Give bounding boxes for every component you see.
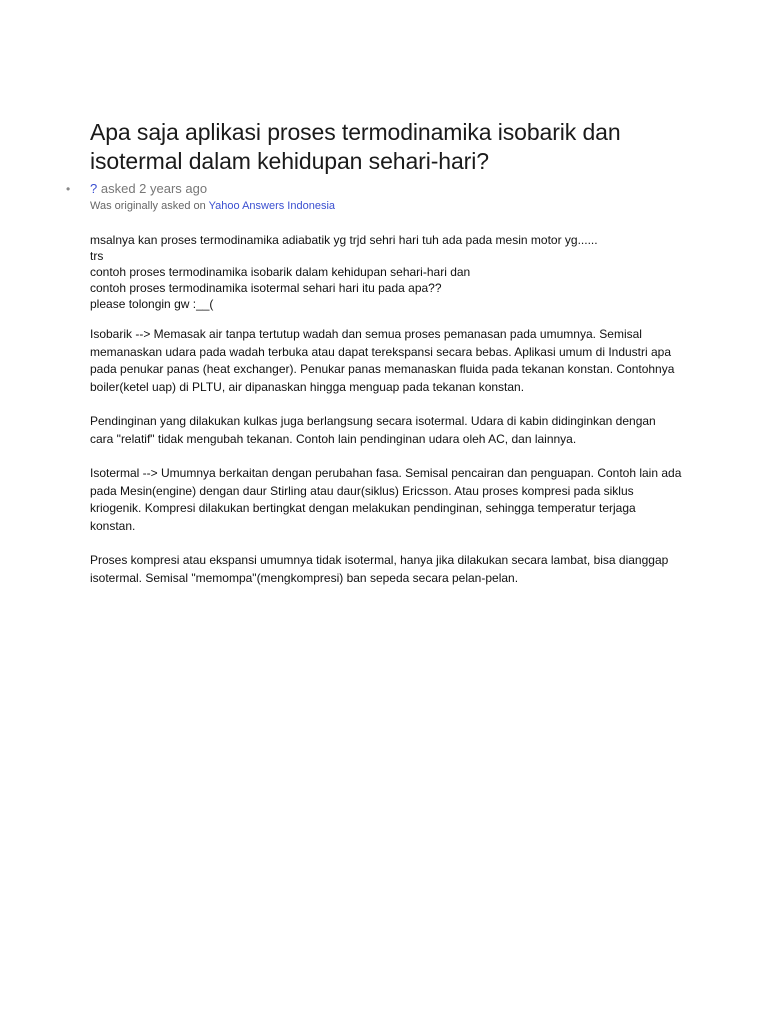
question-title: Apa saja aplikasi proses termodinamika isobarik dan isotermal dalam kehidupan sehari-hari? bbox=[90, 119, 621, 174]
question-line: contoh proses termodinamika isobarik dalam kehidupan sehari-hari dan bbox=[90, 265, 471, 279]
origin-site-link[interactable]: Yahoo Answers Indonesia bbox=[208, 200, 336, 212]
answer-body bbox=[90, 326, 682, 587]
question-line: contoh proses termodinamika isotermal sehari hari itu pada apa?? bbox=[90, 281, 442, 295]
asked-time: asked 2 years ago bbox=[100, 181, 208, 196]
answer-paragraph: Proses kompresi atau ekspansi umumnya tidak isotermal, hanya jika dilakukan secara lambat, bisa dianggap isotermal. Semisal "memompa"(mengkompresi) ban sepeda secara pelan-pelan. bbox=[90, 553, 669, 585]
answer-paragraph: Isotermal --> Umumnya berkaitan dengan perubahan fasa. Semisal pencairan dan penguapan. Contoh lain ada pada Mesin(engine) dengan daur Stirling atau daur(siklus) Ericsson. Atau proses kompresi pada siklus kriogenik. Kompresi dilakukan bertingkat dengan melakukan pendinginan, sehingga temperatur terjaga konstan. bbox=[90, 466, 682, 533]
origin-line bbox=[90, 198, 690, 214]
origin-prefix: Was originally asked on bbox=[90, 200, 206, 212]
answer-paragraph: Pendinginan yang dilakukan kulkas juga berlangsung secara isotermal. Udara di kabin didinginkan dengan cara "relatif" tidak mengubah tekanan. Contoh lain pendinginan udara oleh AC, dan lainnya. bbox=[90, 414, 656, 446]
bullet-icon: • bbox=[66, 182, 71, 196]
question-meta bbox=[66, 181, 690, 197]
question-line: msalnya kan proses termodinamika adiabatik yg trjd sehri hari tuh ada pada mesin motor yg...... bbox=[90, 233, 598, 247]
question-page bbox=[66, 118, 690, 604]
answer-paragraph: Isobarik --> Memasak air tanpa tertutup wadah dan semua proses pemanasan pada umumnya. Semisal memanaskan udara pada wadah terbuka atau dapat terekspansi secara bebas. Aplikasi umum di Industri apa pada penukar panas (heat exchanger). Penukar panas memanaskan fluida pada tekanan konstan. Contohnya boiler(ketel uap) di PLTU, air dipanaskan hingga menguap pada tekanan konstan. bbox=[90, 327, 675, 394]
question-body bbox=[90, 232, 690, 312]
asker-link[interactable]: ? bbox=[90, 181, 98, 196]
question-line: please tolongin gw :__( bbox=[90, 297, 214, 311]
question-line: trs bbox=[90, 249, 104, 263]
